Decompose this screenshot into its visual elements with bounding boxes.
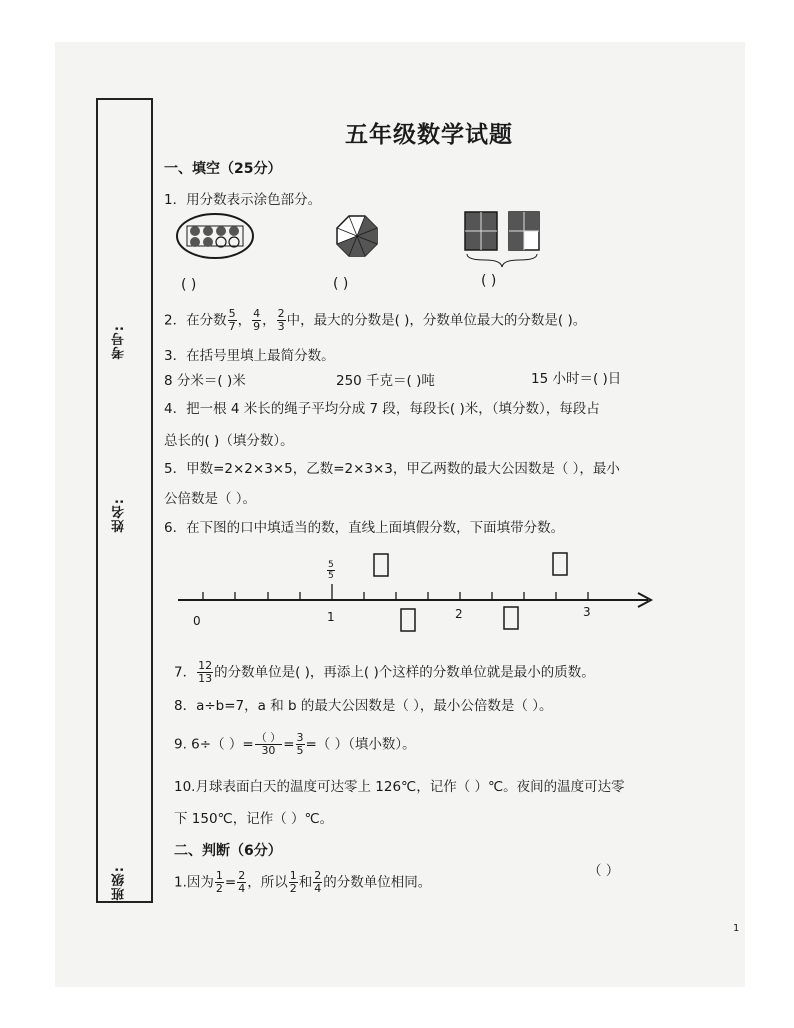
q9-fraction-1: $\frac{( )}{30}$ xyxy=(255,731,282,757)
page-number: 1 xyxy=(733,923,740,934)
q2-fraction-2: $\frac{4}{9}$ xyxy=(253,307,261,333)
q9-line xyxy=(174,732,416,757)
octagon-figure xyxy=(337,216,377,256)
judge-q1-prefix: 1.因为 xyxy=(174,874,214,891)
tick-label-2: 2 xyxy=(455,607,463,621)
class-label: 班级: xyxy=(112,866,127,901)
q1-text: 1．用分数表示涂色部分。 xyxy=(164,192,322,208)
q7-suffix: 的分数单位是( )，再添上( )个这样的分数单位就是最小的质数。 xyxy=(214,664,595,681)
q1-answer-2[interactable]: ( ) xyxy=(333,276,349,292)
judge-q1-suffix: 的分数单位相同。 xyxy=(323,874,432,891)
exam-paper xyxy=(55,42,745,987)
judge-q1-fraction-4: $\frac{2}{4}$ xyxy=(314,869,322,895)
tick-label-0: 0 xyxy=(193,614,201,628)
judge-q1-equals: = xyxy=(224,874,237,891)
tick-label-3: 3 xyxy=(583,605,591,619)
q7-line xyxy=(174,660,595,685)
q2-prefix: 2．在分数 xyxy=(164,312,227,329)
squares-figure xyxy=(465,212,539,267)
q3-item-a: 8 分米＝( )米 xyxy=(164,373,246,389)
q10-line2: 下 150℃，记作（ ）℃。 xyxy=(174,811,334,827)
q2-fraction-1: $\frac{5}{7}$ xyxy=(228,307,236,333)
judge-q1-answer[interactable]: （ ） xyxy=(588,863,620,879)
q1-answer-1[interactable]: ( ) xyxy=(181,277,197,293)
name-label: 姓名: xyxy=(112,498,127,533)
section1-heading: 一、填空（25分） xyxy=(164,161,282,177)
judge-q1-mid: ，所以 xyxy=(247,874,288,891)
tick-label-1: 1 xyxy=(327,610,335,624)
q2-line: 2．在分数 $\frac{5}{7}$ ， $\frac{4}{9}$ ， $\frac{2}{3}$ 中，最大的分数是( )，分数单位最大的分数是( )。 xyxy=(164,307,587,333)
q5-line1: 5．甲数=2×2×3×5，乙数=2×3×3，甲乙两数的最大公因数是（ ），最小 xyxy=(164,461,620,477)
judge-q1-fraction-2: $\frac{2}{4}$ xyxy=(238,869,246,895)
q4-line2: 总长的( )（填分数）。 xyxy=(164,433,294,449)
q2-suffix: 中，最大的分数是( )，分数单位最大的分数是( )。 xyxy=(286,312,587,329)
q7-prefix: 7． xyxy=(174,664,197,681)
q2-fraction-3: $\frac{2}{3}$ xyxy=(277,307,285,333)
judge-q1-line xyxy=(174,870,431,895)
q8-text: 8．a÷b=7，a 和 b 的最大公因数是（ ），最小公倍数是（ ）。 xyxy=(174,698,553,714)
q3-text: 3．在括号里填上最简分数。 xyxy=(164,348,335,364)
q5-line2: 公倍数是（ ）。 xyxy=(164,491,257,507)
q1-answer-3[interactable]: ( ) xyxy=(481,273,497,289)
judge-q1-fraction-3: $\frac{1}{2}$ xyxy=(289,869,297,895)
q9-prefix: 9. 6÷（ ）= xyxy=(174,736,254,753)
section2-heading: 二、判断（6分） xyxy=(174,843,282,859)
q10-line1: 10.月球表面白天的温度可达零上 126℃，记作（ ）℃。夜间的温度可达零 xyxy=(174,779,625,795)
q9-fraction-2: $\frac{3}{5}$ xyxy=(296,731,304,757)
q7-fraction: $\frac{12}{13}$ xyxy=(198,659,213,685)
q9-equals: = xyxy=(283,736,295,753)
exam-number-label: 考号: xyxy=(112,325,127,360)
judge-q1-fraction-1: $\frac{1}{2}$ xyxy=(215,869,223,895)
judge-q1-and: 和 xyxy=(298,874,313,891)
q3-item-c: 15 小时＝( )日 xyxy=(531,371,622,387)
q9-suffix: =（ ）（填小数）。 xyxy=(305,736,416,753)
number-line xyxy=(170,548,660,638)
q3-item-b: 250 千克＝( )吨 xyxy=(336,373,435,389)
q6-text: 6．在下图的口中填适当的数，直线上面填假分数，下面填带分数。 xyxy=(164,520,565,536)
oval-dots-figure xyxy=(177,214,253,258)
q6-mark-fraction: $\frac{5}{5}$ xyxy=(328,560,334,581)
page-title: 五年级数学试题 xyxy=(345,122,513,148)
q1-figures xyxy=(175,210,545,270)
q4-line1: 4．把一根 4 米长的绳子平均分成 7 段，每段长( )米，（填分数），每段占 xyxy=(164,401,600,417)
